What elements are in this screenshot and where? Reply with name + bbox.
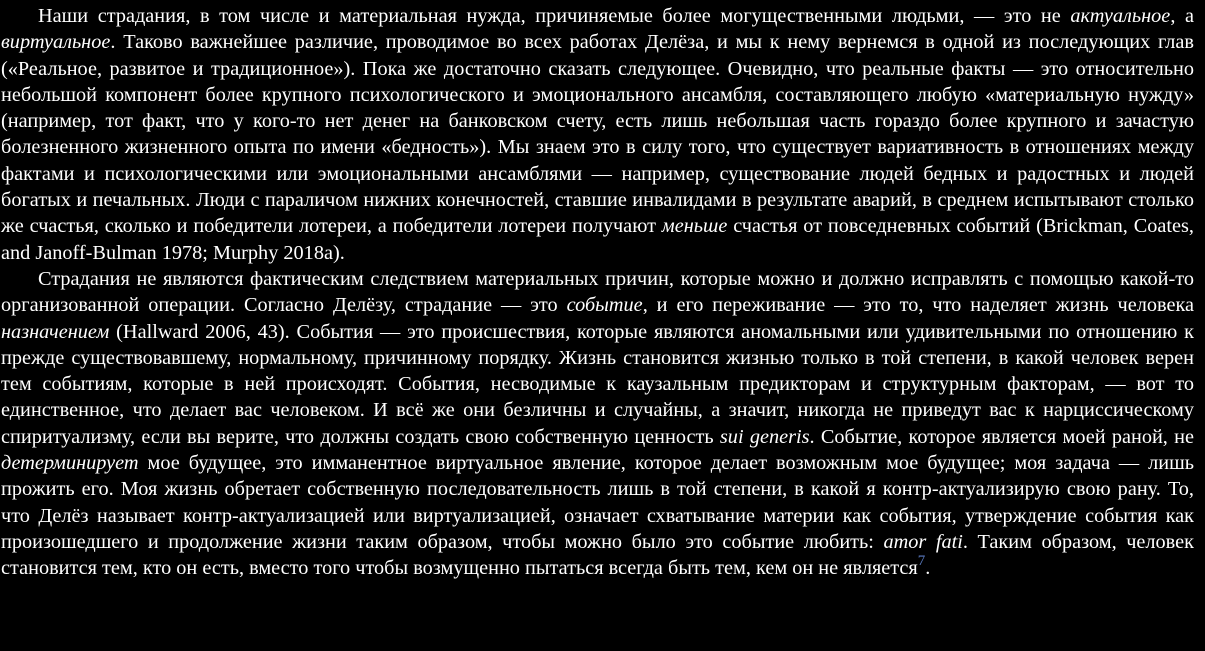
italic-text-segment: событие (566, 294, 643, 317)
footnote-link[interactable]: 7 (917, 553, 926, 570)
text-segment: счастья от повседневных событий (Brickman, Coates, and Janoff-Bulman 1978; Murphy 2018a). (1, 215, 1194, 264)
paragraph-2 (1, 266, 1194, 582)
text-segment: Страдания не являются фактическим следствием материальных причин, которые можно и должно исправлять с помощью какой-то организованной операции. Согласно Делёзу, страдание — это (1, 267, 1194, 317)
paragraph-1 (1, 3, 1194, 266)
text-segment: , и его переживание — это то, что наделяет жизнь человека (642, 294, 1194, 317)
text-segment: Наши страдания, в том числе и материальная нужда, причиняемые более могущественными людьми, — это не (38, 5, 1071, 27)
italic-text-segment: детерминирует (1, 452, 139, 475)
text-segment: , а (1170, 5, 1194, 27)
text-segment: . Таково важнейшее различие, проводимое во всех работах Делёза, и мы к нему вернемся в одной из последующих глав («Реальное, развитое и традиционное»). Пока же достаточно сказать следующее. Очевидно, что реальные факты — это относительно небольшой компонент более крупного психологического и эмоционального ансамбля, составляющего любую «материальную нужду» (например, тот факт, что у кого-то нет денег на банковском счету, есть лишь небольшая часть гораздо более крупного и зачастую болезненного жизненного опыта по имени «бедность»). Мы знаем это в силу того, что существует вариативность в отношениях между фактами и психологическими или эмоциональными ансамблями — например, существование людей бедных и радостных и людей богатых и печальных. Люди с параличом нижних конечностей, ставшие инвалидами в результате аварий, в среднем испытывают столько же счастья, сколько и победители лотереи, а победители лотереи получают (1, 31, 1194, 238)
italic-text-segment: amor fati (883, 530, 963, 553)
text-segment: . Событие, которое является моей раной, не (809, 425, 1194, 448)
text-segment: . (925, 557, 931, 580)
italic-text-segment: меньше (661, 215, 728, 238)
text-segment: мое будущее, это имманентное виртуальное явление, которое делает возможным мое будущее; моя задача — лишь прожить его. Моя жизнь обретает собственную последовательность лишь в той степени, в какой я контр-актуализирую свою рану. То, что Делёз называет контр-актуализацией или виртуализацией, означает схватывание материи как события, утверждение события как произошедшего и продолжение жизни таким образом, чтобы можно было это событие любить: (1, 452, 1194, 553)
italic-text-segment: актуальное (1070, 5, 1171, 27)
italic-text-segment: sui generis (719, 425, 810, 448)
text-segment: . Таким образом, человек становится тем, кто он есть, вместо того чтобы возмущенно пытаться всегда быть тем, кем он не является (1, 530, 1194, 580)
italic-text-segment: назначением (1, 320, 110, 343)
italic-text-segment: виртуальное (1, 31, 111, 54)
text-segment: (Hallward 2006, 43). События — это происшествия, которые являются аномальными или удивительными по отношению к прежде существовавшему, нормальному, причинному порядку. Жизнь становится жизнью только в той степени, в какой человек верен тем событиям, которые в ней происходят. События, несводимые к каузальным предикторам и структурным факторам, — вот то единственное, что делает вас человеком. И всё же они безличны и случайны, а значит, никогда не приведут вас к нарциссическому спиритуализму, если вы верите, что должны создать свою собственную ценность (1, 320, 1194, 448)
